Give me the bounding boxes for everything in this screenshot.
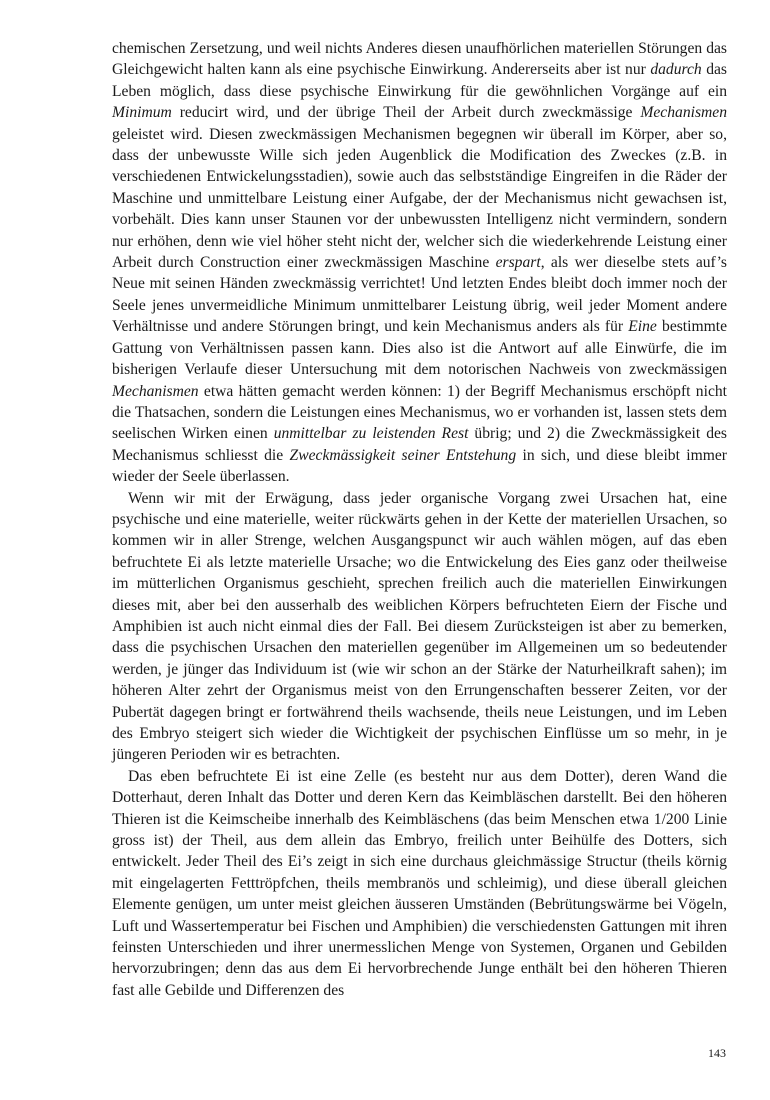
paragraph-egg	[112, 766, 727, 1001]
page-body	[112, 38, 727, 1001]
text-segment: etwa hätten gemacht werden können: 1) der Begriff Mechanismus erschöpft nicht die Thatsachen, sondern die Leistungen eines Mechanismus, wo er vorhanden ist, lassen stets dem seelischen Wirken einen	[112, 382, 727, 443]
emphasis-text: Zweckmässigkeit seiner Entstehung	[289, 446, 517, 464]
text-segment: das Leben möglich, dass diese psychische Einwirkung für die gewöhnlichen Vorgänge auf ein	[112, 61, 727, 100]
text-segment: chemischen Zersetzung, und weil nichts Anderes diesen unaufhörlichen materiellen Störungen das Gleichgewicht halten kann als eine psychische Einwirkung. Andererseits aber ist nur	[112, 40, 727, 79]
text-segment: Wenn wir mit der Erwägung, dass jeder organische Vorgang zwei Ursachen hat, eine psychische und eine materielle, weiter rückwärts gehen in der Kette der materiellen Ursachen, so kommen wir in aller Strenge, welchen Ausgangspunct wir auch wählen mögen, auf das eben befruchtete Ei als letzte materielle Ursache; wo die Entwickelung des Eies ganz oder theilweise im mütterlichen Organismus geschieht, sprechen freilich auch die materiellen Einwirkungen dieses mit, aber bei den ausserhalb des weiblichen Körpers befruchteten Eiern der Fische und Amphibien ist auch nicht einmal dies der Fall. Bei diesem Zurücksteigen ist aber zu bemerken, dass die psychischen Ursachen den materiellen gegenüber im Allgemeinen um so bedeutender werden, je jünger das Individuum ist (wie wir schon an der Stärke der Naturheilkraft sahen); im höheren Alter zehrt der Organismus meist von den Errungenschaften besserer Zeiten, vor der Pubertät dagegen bringt er fortwährend theils wachsende, theils neue Leistungen, und im Leben des Embryo steigert sich wieder die Wichtigkeit der psychischen Einflüsse um so mehr, in je jüngeren Perioden wir es betrachten.	[112, 489, 727, 764]
emphasis-text: unmittelbar zu leistenden Rest	[273, 425, 469, 443]
page-number: 143	[708, 1046, 726, 1060]
text-segment: reducirt wird, und der übrige Theil der Arbeit durch zweckmässige	[171, 104, 641, 122]
emphasis-text: Eine	[628, 318, 657, 336]
text-segment: übrig; und 2) die Zweckmässigkeit des Mechanismus schliesst die	[112, 425, 727, 464]
emphasis-text: erspart	[495, 254, 541, 272]
text-segment: geleistet wird. Diesen zweckmässigen Mechanismen begegnen wir überall im Körper, aber so, dass der unbewusste Wille sich jeden Augenblick die Modification des Zweckes (z.B. in verschiedenen Entwickelungsstadien), sowie auch das selbstständige Eingreifen in die Räder der Maschine und unmittelbare Leistung einer Aufgabe, der der Mechanismus nicht gewachsen ist, vorbehält. Dies kann unser Staunen vor der unbewussten Intelligenz nicht vermindern, sondern nur erhöhen, denn wie viel höher steht nicht der, welcher sich die wiederkehrende Leistung einer Arbeit durch Construction einer zweckmässigen Maschine	[112, 125, 727, 272]
paragraph-causes	[112, 488, 727, 766]
emphasis-text: Minimum	[112, 104, 172, 122]
emphasis-text: Mechanismen	[112, 382, 199, 400]
paragraph-mechanisms	[112, 38, 727, 488]
text-segment: bestimmte Gattung von Verhältnissen passen kann. Dies also ist die Antwort auf alle Einwürfe, die im bisherigen Verlaufe dieser Untersuchung mit dem notorischen Nachweis von zweckmässigen	[112, 318, 727, 379]
emphasis-text: Mechanismen	[640, 104, 727, 122]
text-segment: , als wer dieselbe stets auf’s Neue mit seinen Händen zweckmässig verrichtet! Und letzten Endes bleibt doch immer noch der Seele jenes unvermeidliche Minimum unmittelbarer Leistung übrig, weil jeder Moment andere Verhältnisse und andere Störungen bringt, und kein Mechanismus anders als für	[112, 254, 727, 336]
emphasis-text: dadurch	[650, 61, 702, 79]
text-segment: in sich, und diese bleibt immer wieder der Seele überlassen.	[112, 446, 727, 486]
text-segment: Das eben befruchtete Ei ist eine Zelle (es besteht nur aus dem Dotter), deren Wand die Dotterhaut, deren Inhalt das Dotter und deren Kern das Keimbläschen darstellt. Bei den höheren Thieren ist die Keimscheibe innerhalb des Keimbläschens (das beim Menschen etwa 1/200 Linie gross ist) der Theil, aus dem allein das Embryo, freilich unter Beihülfe des Dotters, sich entwickelt. Jeder Theil des Ei’s zeigt in sich eine durchaus gleichmässige Structur (theils körnig mit eingelagerten Fetttröpfchen, theils membranös und schleimig), und diese überall gleichen Elemente genügen, um unter meist gleichen äusseren Umständen (Bebrütungswärme bei Vögeln, Luft und Wassertemperatur bei Fischen und Amphibien) die verschiedensten Gattungen mit ihren feinsten Unterschieden und ihrer unermesslichen Menge von Systemen, Organen und Gebilden hervorzubringen; denn das aus dem Ei hervorbrechende Junge enthält bei den höheren Thieren fast alle Gebilde und Differenzen des	[112, 767, 727, 999]
